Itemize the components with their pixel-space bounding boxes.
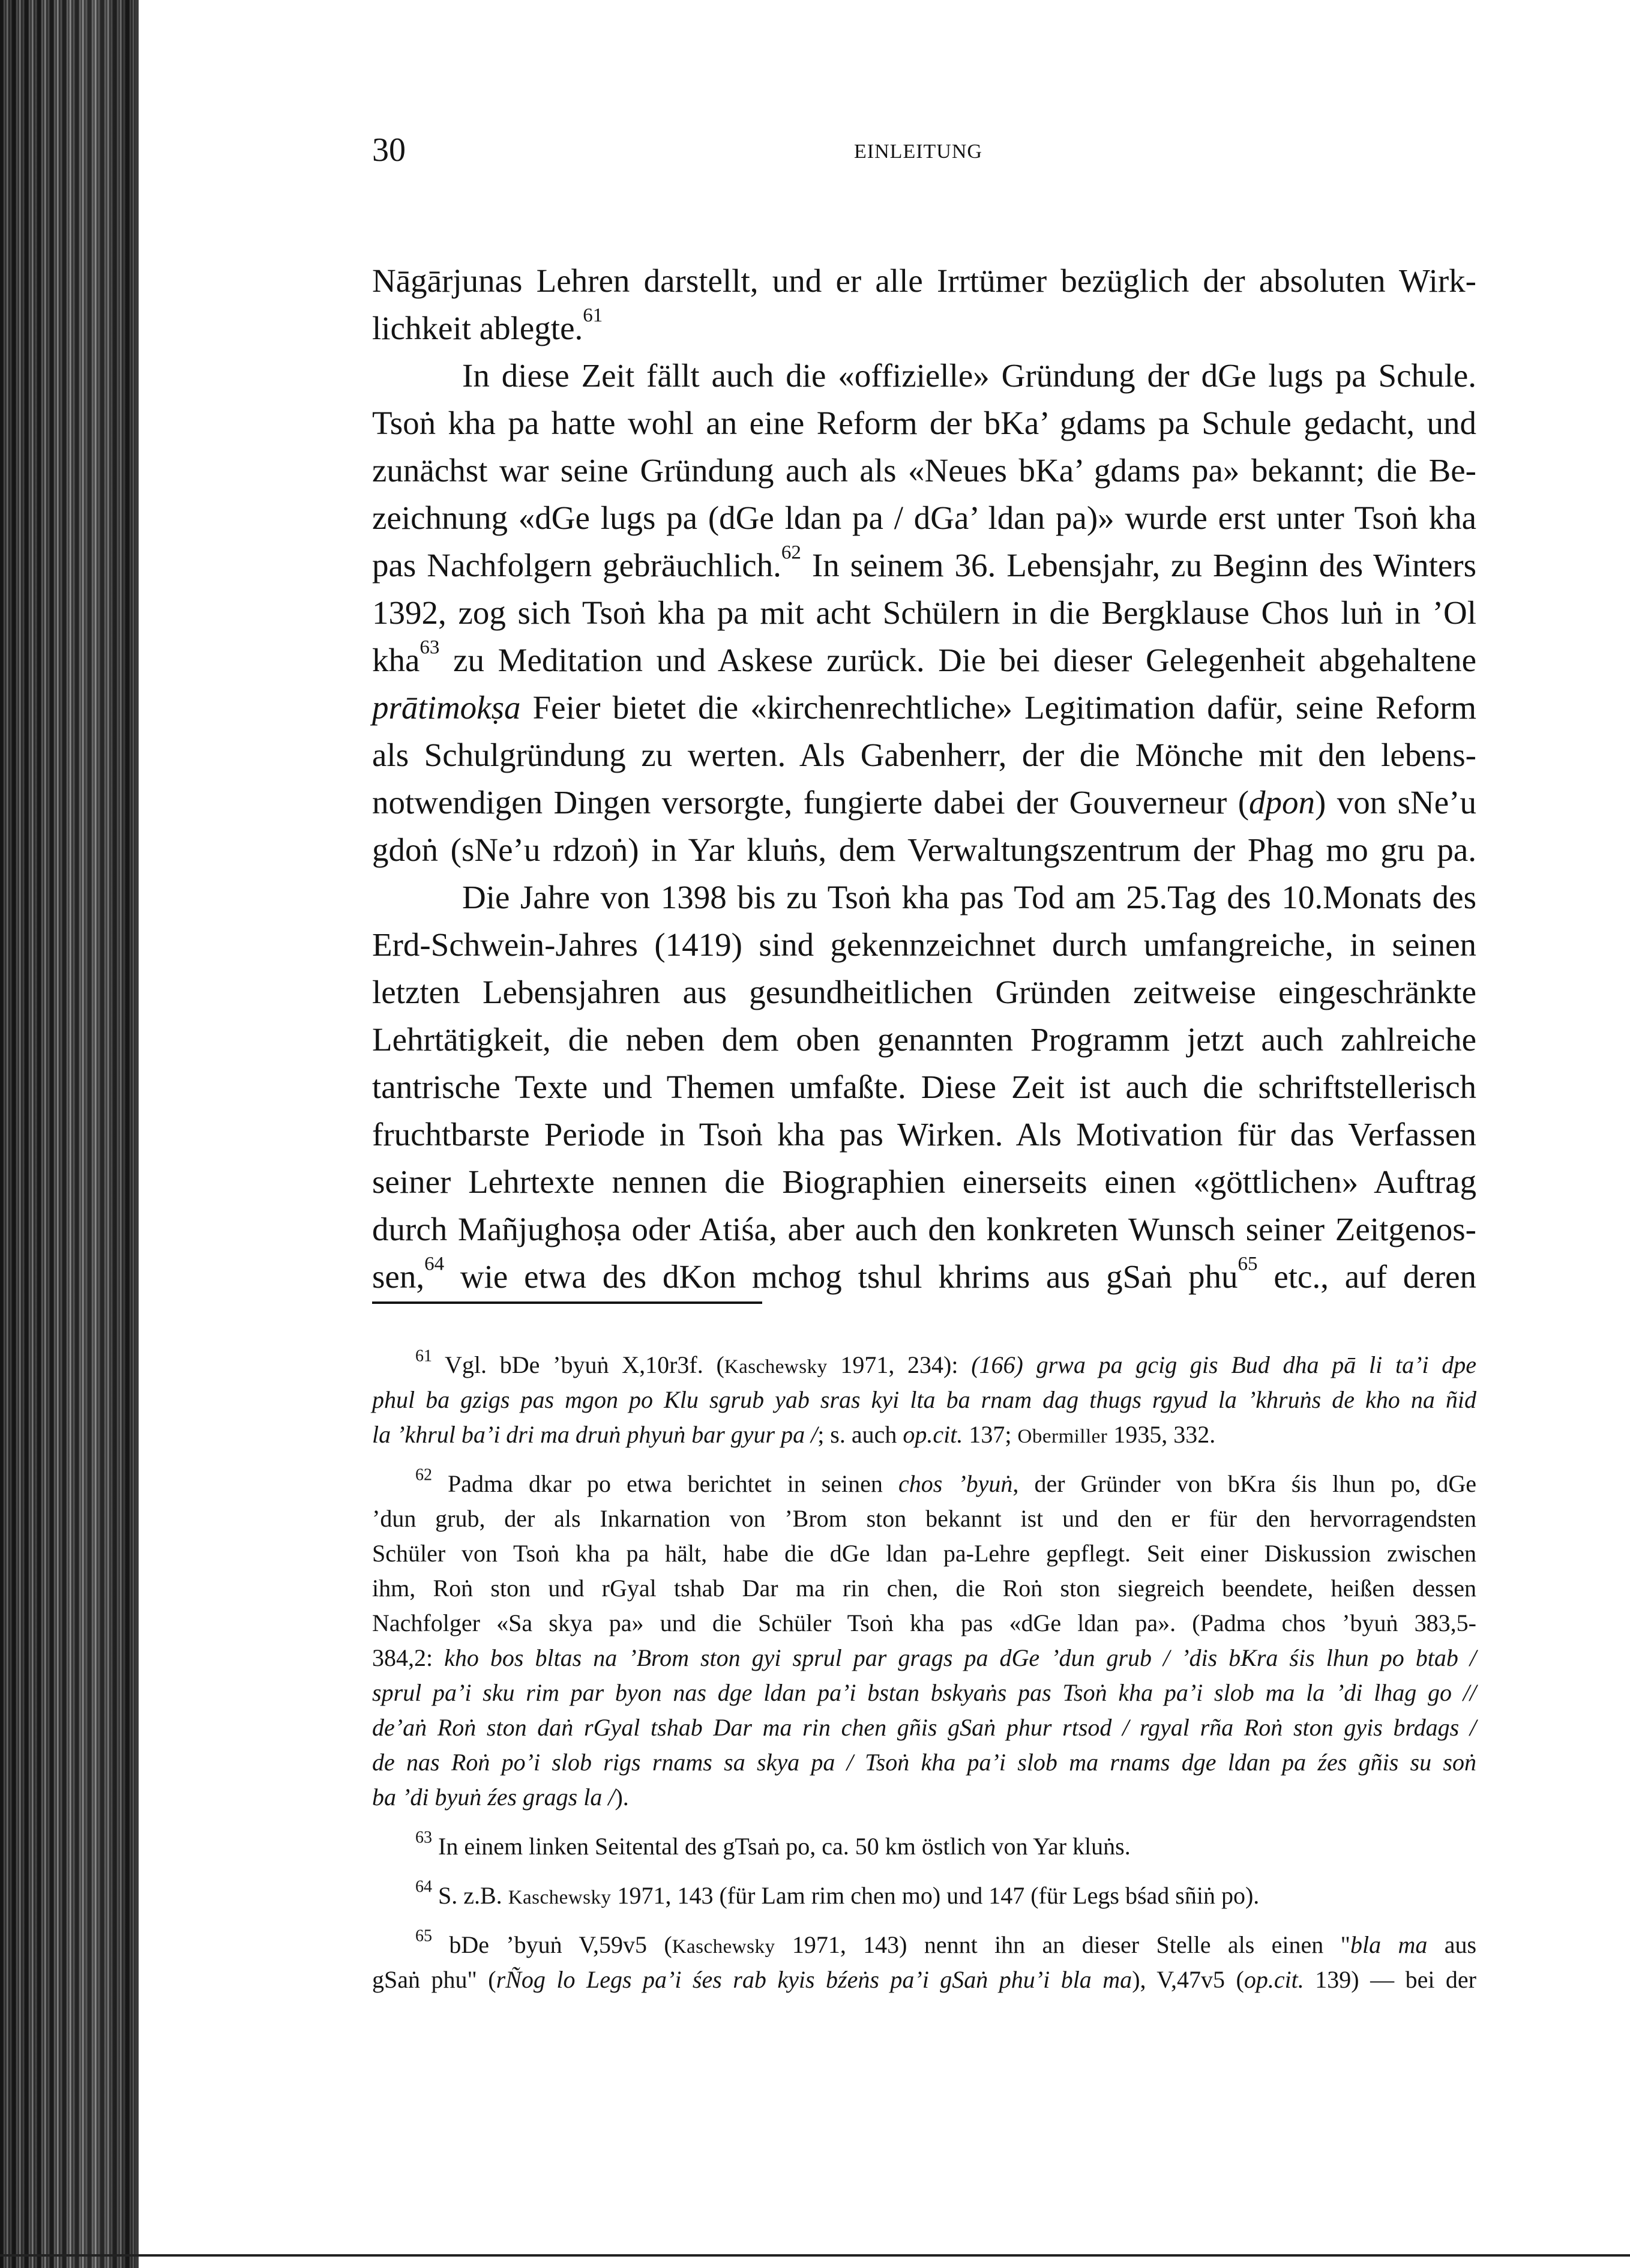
footnote-line: sprul pa’i sku rim par byon nas dge ldan pa’i bstan bskyaṅs pas Tsoṅ kha pa’i slob ma la ’di lhag go // bbox=[372, 1679, 1476, 1706]
text-line: lichkeit ablegte.$^{61}$ bbox=[372, 304, 603, 346]
text-line: zeichnung «dGe lugs pa (dGe ldan pa / dGa’ ldan pa)» wurde erst unter Tsoṅ kha bbox=[372, 499, 1476, 536]
text-line: Lehrtätigkeit, die neben dem oben genannten Programm jetzt auch zahlreiche bbox=[372, 1021, 1476, 1058]
text-line: tantrische Texte und Themen umfaßte. Diese Zeit ist auch die schriftstellerisch bbox=[372, 1069, 1476, 1105]
text-line: durch Mañjughoṣa oder Atiśa, aber auch den konkreten Wunsch seiner Zeitgenos- bbox=[372, 1211, 1476, 1247]
footnote-line: ’dun grub, der als Inkarnation von ’Brom ston bekannt ist und den er für den hervorragendsten bbox=[372, 1505, 1476, 1532]
text-line: als Schulgründung zu werten. Als Gabenherr, der die Mönche mit den lebens- bbox=[372, 737, 1476, 773]
footnote-separator bbox=[372, 1301, 762, 1304]
text-line: kha$^{63}$ zu Meditation und Askese zurück. Die bei dieser Gelegenheit abgehaltene bbox=[372, 636, 1476, 678]
text-line: seiner Lehrtexte nennen die Biographien einerseits einen «göttlichen» Auftrag bbox=[372, 1163, 1476, 1200]
footnote-65: $^{65}$ bDe ’byuṅ V,59v5 (Kaschewsky 1971, 143) nennt ihn an dieser Stelle als einen "bla ma aus bbox=[415, 1926, 1477, 1958]
footnotes bbox=[372, 1348, 1476, 1997]
text-line: fruchtbarste Periode in Tsoṅ kha pas Wirken. Als Motivation für das Verfassen bbox=[372, 1116, 1476, 1153]
footnote-62: $^{62}$ Padma dkar po etwa berichtet in seinen chos ’byuṅ, der Gründer von bKra śis lhun po, dGe bbox=[415, 1465, 1477, 1497]
text-line: pas Nachfolgern gebräuchlich.$^{62}$ In seinem 36. Lebensjahr, zu Beginn des Winters bbox=[372, 541, 1476, 584]
text-line: sen,$^{64}$ wie etwa des dKon mchog tshul khrims aus gSaṅ phu$^{65}$ etc., auf deren bbox=[372, 1253, 1476, 1295]
paragraph-start-line: Die Jahre von 1398 bis zu Tsoṅ kha pas Tod am 25.Tag des 10.Monats des bbox=[462, 879, 1476, 915]
footnote-line: Nachfolger «Sa skya pa» und die Schüler Tsoṅ kha pas «dGe ldan pa». (Padma chos ’byuṅ 383,5- bbox=[372, 1609, 1476, 1636]
footnote-63: $^{63}$ In einem linken Seitental des gTsaṅ po, ca. 50 km östlich von Yar kluṅs. bbox=[415, 1828, 1131, 1860]
main-text bbox=[372, 257, 1476, 1300]
footnote-ref[interactable]: 65 bbox=[1238, 1253, 1258, 1275]
text-line: 1392, zog sich Tsoṅ kha pa mit acht Schülern in die Bergklause Chos luṅ in ’Ol bbox=[372, 594, 1476, 631]
footnote-ref[interactable]: 61 bbox=[583, 304, 603, 327]
text-line: letzten Lebensjahren aus gesundheitlichen Gründen zeitweise eingeschränkte bbox=[372, 974, 1476, 1010]
footnote-line: ihm, Roṅ ston und rGyal tshab Dar ma rin chen, die Roṅ ston siegreich beendete, heißen dessen bbox=[372, 1575, 1476, 1602]
binding-shadow bbox=[0, 0, 135, 2268]
running-head bbox=[372, 129, 1464, 171]
running-title: EINLEITUNG bbox=[854, 140, 982, 163]
footnote-64: $^{64}$ S. z.B. Kaschewsky 1971, 143 (für Lam rim chen mo) und 147 (für Legs bśad sñiṅ po). bbox=[415, 1877, 1260, 1909]
paragraph-start-line: In diese Zeit fällt auch die «offizielle» Gründung der dGe lugs pa Schule. bbox=[462, 357, 1476, 394]
footnote-line: la ’khrul ba’i dri ma druṅ phyuṅ bar gyur pa /; s. auch op.cit. 137; Obermiller 1935, 332. bbox=[372, 1421, 1216, 1448]
scan-bottom-edge bbox=[0, 2254, 1630, 2257]
text-line: gdoṅ (sNe’u rdzoṅ) in Yar kluṅs, dem Verwaltungszentrum der Phag mo gru pa. bbox=[372, 831, 1476, 868]
footnote-line: gSaṅ phu" (rÑog lo Legs pa’i śes rab kyis bźeṅs pa’i gSaṅ phu’i bla ma), V,47v5 (op.cit. 139) — bei der bbox=[372, 1966, 1476, 1993]
text-line: Erd-Schwein-Jahres (1419) sind gekennzeichnet durch umfangreiche, in seinen bbox=[372, 926, 1476, 963]
footnote-line: de’aṅ Roṅ ston daṅ rGyal tshab Dar ma rin chen gñis gSaṅ phur rtsod / rgyal rña Roṅ ston gyis brdags / bbox=[372, 1714, 1476, 1741]
text-line: prātimokṣa Feier bietet die «kirchenrechtliche» Legitimation dafür, seine Reform bbox=[372, 689, 1476, 726]
binding-gutter-line bbox=[135, 0, 139, 2268]
footnote-line: phul ba gzigs pas mgon po Klu sgrub yab sras kyi lta ba rnam dag thugs rgyud la ’khruṅs de kho na ñid bbox=[372, 1386, 1476, 1413]
text-line: Tsoṅ kha pa hatte wohl an eine Reform der bKa’ gdams pa Schule gedacht, und bbox=[372, 405, 1476, 441]
footnote-line: Schüler von Tsoṅ kha pa hält, habe die dGe ldan pa-Lehre gepflegt. Seit einer Diskussion zwischen bbox=[372, 1540, 1476, 1567]
footnote-61: $^{61}$ Vgl. bDe ’byuṅ X,10r3f. (Kaschewsky 1971, 234): (166) grwa pa gcig gis Bud dha pā li ta’i dpe bbox=[415, 1347, 1476, 1378]
text-line: notwendigen Dingen versorgte, fungierte dabei der Gouverneur (dpon) von sNe’u bbox=[372, 784, 1476, 821]
text-line: Nāgārjunas Lehren darstellt, und er alle Irrtümer bezüglich der absoluten Wirk- bbox=[372, 262, 1476, 299]
footnote-line: de nas Roṅ po’i slob rigs rnams sa skya pa / Tsoṅ kha pa’i slob ma rnams dge ldan pa źes gñis su soṅ bbox=[372, 1749, 1476, 1776]
footnote-line: 384,2: kho bos bltas na ’Brom ston gyi sprul par grags pa dGe ’dun grub / ’dis bKra śis lhun po btab / bbox=[372, 1644, 1476, 1671]
footnote-ref[interactable]: 64 bbox=[424, 1253, 445, 1275]
text-line: zunächst war seine Gründung auch als «Neues bKa’ gdams pa» bekannt; die Be- bbox=[372, 452, 1476, 489]
footnote-ref[interactable]: 63 bbox=[420, 636, 440, 659]
page-number: 30 bbox=[372, 131, 406, 169]
footnote-line: ba ’di byuṅ źes grags la /). bbox=[372, 1784, 629, 1811]
footnote-ref[interactable]: 62 bbox=[781, 541, 801, 564]
